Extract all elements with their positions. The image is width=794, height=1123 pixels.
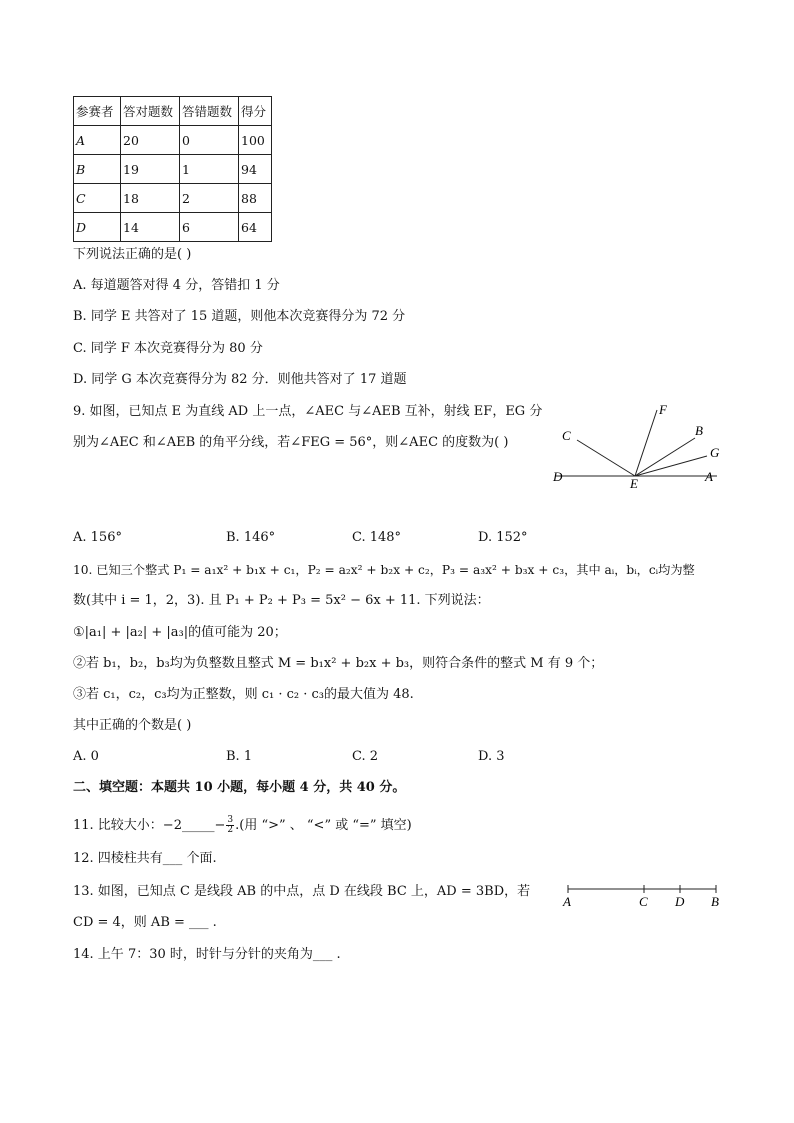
label-e: E bbox=[630, 476, 638, 490]
table-header-cell: 参赛者 bbox=[74, 97, 121, 126]
q10-text-line2: 数(其中 i = 1，2，3). 且 P₁ + P₂ + P₃ = 5x² − 6x + 11. 下列说法： bbox=[73, 593, 490, 608]
angle-figure bbox=[545, 398, 735, 490]
q9-option-c: C. 148° bbox=[352, 530, 402, 545]
q13-text-line1: 13. 如图，已知点 C 是线段 AB 的中点，点 D 在线段 BC 上，AD = 3BD，若 bbox=[73, 884, 531, 899]
q11-before: 11. 比较大小：−2 bbox=[73, 818, 182, 833]
q8-option-d: D. 同学 G 本次竞赛得分为 82 分．则他共答对了 17 道题 bbox=[73, 372, 407, 387]
label-b: B bbox=[695, 423, 703, 438]
table-cell: A bbox=[74, 126, 121, 155]
table-cell: 1 bbox=[180, 155, 239, 184]
label-f: F bbox=[659, 402, 667, 417]
q8-option-b: B. 同学 E 共答对了 15 道题，则他本次竞赛得分为 72 分 bbox=[73, 309, 406, 324]
q14-text: 14. 上午 7：30 时，时针与分针的夹角为___ . bbox=[73, 947, 341, 962]
label-d: D bbox=[553, 469, 563, 484]
table-row bbox=[74, 126, 272, 155]
q10-option-a: A. 0 bbox=[73, 749, 99, 764]
table-header-cell: 答错题数 bbox=[180, 97, 239, 126]
section-heading-fill-blank: 二、填空题：本题共 10 小题，每小题 4 分，共 40 分。 bbox=[73, 780, 406, 795]
ray-ec bbox=[577, 440, 635, 476]
table-cell: 6 bbox=[180, 213, 239, 242]
q10-statement-3: ③若 c₁，c₂，c₃均为正整数，则 c₁ · c₂ · c₃的最大值为 48. bbox=[73, 687, 414, 702]
label-g: G bbox=[710, 445, 720, 460]
table-header-row bbox=[74, 97, 272, 126]
q9-option-d: D. 152° bbox=[478, 530, 528, 545]
table-row bbox=[74, 213, 272, 242]
table-header-cell: 答对题数 bbox=[121, 97, 180, 126]
q10-statement-2: ②若 b₁，b₂，b₃均为负整数且整式 M = b₁x² + b₂x + b₃，则符合条件的整式 M 有 9 个； bbox=[73, 656, 604, 671]
q11-blank: _____ bbox=[181, 818, 215, 833]
label-a: A bbox=[705, 469, 713, 484]
q8-option-c: C. 同学 F 本次竞赛得分为 80 分 bbox=[73, 341, 263, 356]
q12-text: 12. 四棱柱共有___ 个面. bbox=[73, 851, 217, 866]
q10-statement-1: ①|a₁| + |a₂| + |a₃|的值可能为 20； bbox=[73, 625, 287, 640]
table-row bbox=[74, 184, 272, 213]
q9-text-line1: 9. 如图，已知点 E 为直线 AD 上一点，∠AEC 与∠AEB 互补，射线 EF，EG 分 bbox=[73, 404, 543, 419]
label-c: C bbox=[562, 428, 571, 443]
ray-ef bbox=[635, 410, 657, 476]
label-b: B bbox=[711, 894, 719, 909]
q13-text-line2: CD = 4，则 AB = ___ . bbox=[73, 915, 217, 930]
table-cell: 100 bbox=[239, 126, 272, 155]
table-cell: B bbox=[74, 155, 121, 184]
label-c: C bbox=[639, 894, 648, 909]
table-cell: 20 bbox=[121, 126, 180, 155]
table-cell: 0 bbox=[180, 126, 239, 155]
table-cell: 64 bbox=[239, 213, 272, 242]
table-cell: 19 bbox=[121, 155, 180, 184]
ray-eg bbox=[635, 456, 707, 476]
q9-option-b: B. 146° bbox=[226, 530, 276, 545]
q11-numerator: 3 bbox=[227, 815, 234, 825]
table-cell: 2 bbox=[180, 184, 239, 213]
q10-prompt: 其中正确的个数是( ) bbox=[73, 718, 192, 733]
table-cell: 18 bbox=[121, 184, 180, 213]
segment-figure bbox=[558, 880, 728, 910]
q10-text-line1: 10. 已知三个整式 P₁ = a₁x² + b₁x + c₁，P₂ = a₂x² + b₂x + c₂，P₃ = a₃x² + b₃x + c₃，其中 aᵢ，bᵢ，cᵢ均为整 bbox=[73, 563, 695, 577]
q10-option-d: D. 3 bbox=[478, 749, 505, 764]
table-cell: D bbox=[74, 213, 121, 242]
q10-option-c: C. 2 bbox=[352, 749, 379, 764]
table-cell: 88 bbox=[239, 184, 272, 213]
table-cell: C bbox=[74, 184, 121, 213]
q9-text-line2: 别为∠AEC 和∠AEB 的角平分线，若∠FEG = 56°，则∠AEC 的度数为( ) bbox=[73, 435, 509, 450]
q8-option-a: A. 每道题答对得 4 分，答错扣 1 分 bbox=[73, 278, 280, 293]
q11-text bbox=[73, 816, 412, 835]
q11-after: .(用 “>” 、 “<” 或 “=” 填空) bbox=[235, 818, 412, 833]
q11-denominator: 2 bbox=[227, 825, 234, 835]
table-cell: 14 bbox=[121, 213, 180, 242]
score-table bbox=[73, 96, 272, 242]
q10-option-b: B. 1 bbox=[226, 749, 253, 764]
table-row bbox=[74, 155, 272, 184]
table-cell: 94 bbox=[239, 155, 272, 184]
q11-fraction bbox=[226, 816, 234, 835]
q9-option-a: A. 156° bbox=[73, 530, 122, 545]
q11-neg-sign: − bbox=[214, 818, 226, 833]
label-a: A bbox=[563, 894, 571, 909]
table-header-cell: 得分 bbox=[239, 97, 272, 126]
label-d: D bbox=[675, 894, 685, 909]
q8-prompt: 下列说法正确的是( ) bbox=[73, 247, 192, 262]
ray-eb bbox=[635, 438, 695, 476]
